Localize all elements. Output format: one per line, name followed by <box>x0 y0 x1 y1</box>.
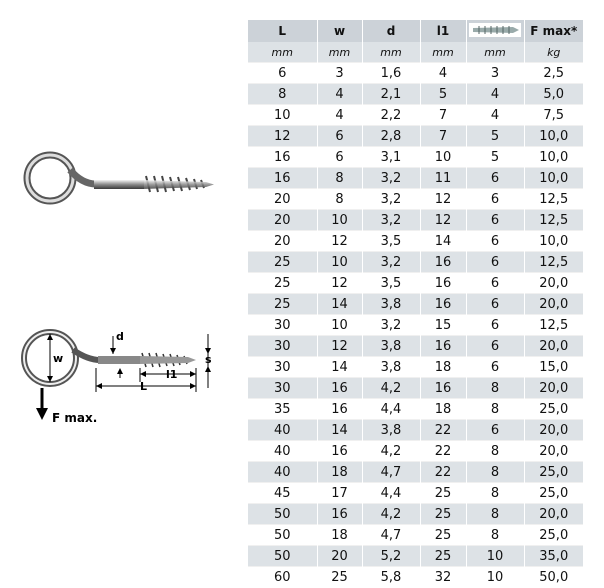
table-row <box>248 357 583 378</box>
cell-l1: 5 <box>420 84 466 105</box>
cell-L: 20 <box>248 210 317 231</box>
unit-fmax: kg <box>524 42 583 63</box>
cell-L: 20 <box>248 189 317 210</box>
cell-L: 30 <box>248 378 317 399</box>
cell-plug: 6 <box>466 336 524 357</box>
cell-L: 20 <box>248 231 317 252</box>
cell-fmax: 10,0 <box>524 231 583 252</box>
table-row <box>248 462 583 483</box>
unit-l1: mm <box>420 42 466 63</box>
cell-L: 60 <box>248 567 317 588</box>
cell-plug: 4 <box>466 84 524 105</box>
unit-d: mm <box>362 42 420 63</box>
cell-w: 20 <box>317 546 362 567</box>
cell-l1: 22 <box>420 462 466 483</box>
cell-d: 3,8 <box>362 294 420 315</box>
cell-w: 3 <box>317 63 362 84</box>
cell-L: 12 <box>248 126 317 147</box>
product-illustrations <box>0 0 248 588</box>
screw-eye-diagram <box>0 288 248 588</box>
cell-plug: 8 <box>466 483 524 504</box>
cell-fmax: 20,0 <box>524 294 583 315</box>
cell-plug: 8 <box>466 441 524 462</box>
dimensions-table-container <box>248 20 583 587</box>
cell-l1: 12 <box>420 210 466 231</box>
cell-d: 3,5 <box>362 273 420 294</box>
cell-d: 3,2 <box>362 252 420 273</box>
cell-w: 10 <box>317 315 362 336</box>
cell-l1: 11 <box>420 168 466 189</box>
cell-L: 30 <box>248 357 317 378</box>
cell-w: 16 <box>317 399 362 420</box>
cell-d: 2,1 <box>362 84 420 105</box>
cell-l1: 18 <box>420 399 466 420</box>
table-row <box>248 273 583 294</box>
cell-L: 45 <box>248 483 317 504</box>
cell-d: 3,1 <box>362 147 420 168</box>
diagram-label-L: L <box>140 380 148 393</box>
header-wall-plug <box>466 20 524 42</box>
cell-l1: 16 <box>420 273 466 294</box>
cell-L: 40 <box>248 462 317 483</box>
cell-L: 16 <box>248 168 317 189</box>
table-row <box>248 126 583 147</box>
cell-fmax: 12,5 <box>524 315 583 336</box>
cell-plug: 6 <box>466 231 524 252</box>
cell-d: 3,2 <box>362 168 420 189</box>
cell-w: 8 <box>317 168 362 189</box>
cell-l1: 32 <box>420 567 466 588</box>
cell-l1: 25 <box>420 504 466 525</box>
cell-L: 50 <box>248 504 317 525</box>
cell-l1: 16 <box>420 378 466 399</box>
diagram-label-l1: l1 <box>166 368 178 381</box>
cell-fmax: 50,0 <box>524 567 583 588</box>
cell-plug: 5 <box>466 147 524 168</box>
cell-plug: 6 <box>466 294 524 315</box>
cell-d: 1,6 <box>362 63 420 84</box>
table-row <box>248 252 583 273</box>
cell-fmax: 25,0 <box>524 462 583 483</box>
cell-plug: 8 <box>466 378 524 399</box>
cell-l1: 14 <box>420 231 466 252</box>
cell-w: 10 <box>317 252 362 273</box>
cell-fmax: 20,0 <box>524 441 583 462</box>
table-row <box>248 504 583 525</box>
cell-fmax: 20,0 <box>524 378 583 399</box>
cell-plug: 8 <box>466 462 524 483</box>
cell-w: 14 <box>317 294 362 315</box>
cell-d: 4,2 <box>362 504 420 525</box>
cell-L: 35 <box>248 399 317 420</box>
cell-fmax: 25,0 <box>524 483 583 504</box>
cell-w: 14 <box>317 420 362 441</box>
cell-l1: 12 <box>420 189 466 210</box>
diagram-label-s: s <box>205 353 212 366</box>
cell-plug: 6 <box>466 252 524 273</box>
cell-d: 3,2 <box>362 210 420 231</box>
cell-fmax: 15,0 <box>524 357 583 378</box>
cell-l1: 22 <box>420 441 466 462</box>
table-row <box>248 105 583 126</box>
dimensions-table <box>248 20 583 587</box>
cell-d: 5,2 <box>362 546 420 567</box>
cell-plug: 6 <box>466 273 524 294</box>
table-row <box>248 336 583 357</box>
unit-w: mm <box>317 42 362 63</box>
cell-l1: 16 <box>420 294 466 315</box>
cell-d: 4,4 <box>362 399 420 420</box>
cell-w: 4 <box>317 84 362 105</box>
diagram-label-w: w <box>53 352 64 365</box>
cell-fmax: 20,0 <box>524 504 583 525</box>
cell-plug: 3 <box>466 63 524 84</box>
cell-fmax: 12,5 <box>524 189 583 210</box>
cell-fmax: 2,5 <box>524 63 583 84</box>
cell-w: 12 <box>317 336 362 357</box>
header-w: w <box>317 20 362 42</box>
header-L: L <box>248 20 317 42</box>
cell-fmax: 10,0 <box>524 126 583 147</box>
cell-w: 18 <box>317 462 362 483</box>
cell-l1: 7 <box>420 105 466 126</box>
cell-d: 2,8 <box>362 126 420 147</box>
cell-L: 8 <box>248 84 317 105</box>
cell-w: 6 <box>317 147 362 168</box>
cell-l1: 16 <box>420 336 466 357</box>
header-l1: l1 <box>420 20 466 42</box>
cell-plug: 8 <box>466 399 524 420</box>
cell-w: 12 <box>317 273 362 294</box>
cell-d: 4,2 <box>362 378 420 399</box>
table-row <box>248 315 583 336</box>
cell-l1: 7 <box>420 126 466 147</box>
cell-w: 17 <box>317 483 362 504</box>
cell-l1: 18 <box>420 357 466 378</box>
cell-fmax: 20,0 <box>524 273 583 294</box>
cell-l1: 16 <box>420 252 466 273</box>
table-row <box>248 84 583 105</box>
cell-plug: 6 <box>466 315 524 336</box>
cell-w: 18 <box>317 525 362 546</box>
unit-L: mm <box>248 42 317 63</box>
cell-d: 4,2 <box>362 441 420 462</box>
cell-d: 3,8 <box>362 420 420 441</box>
cell-d: 3,2 <box>362 189 420 210</box>
cell-fmax: 12,5 <box>524 252 583 273</box>
cell-L: 25 <box>248 294 317 315</box>
table-row <box>248 210 583 231</box>
cell-w: 10 <box>317 210 362 231</box>
cell-d: 3,2 <box>362 315 420 336</box>
cell-w: 16 <box>317 441 362 462</box>
cell-plug: 8 <box>466 525 524 546</box>
cell-plug: 8 <box>466 504 524 525</box>
table-row <box>248 294 583 315</box>
cell-w: 12 <box>317 231 362 252</box>
cell-fmax: 7,5 <box>524 105 583 126</box>
cell-L: 25 <box>248 252 317 273</box>
cell-L: 16 <box>248 147 317 168</box>
cell-plug: 10 <box>466 567 524 588</box>
cell-d: 4,7 <box>362 525 420 546</box>
cell-fmax: 12,5 <box>524 210 583 231</box>
cell-l1: 25 <box>420 546 466 567</box>
cell-d: 2,2 <box>362 105 420 126</box>
cell-fmax: 20,0 <box>524 420 583 441</box>
cell-plug: 6 <box>466 168 524 189</box>
table-row <box>248 483 583 504</box>
cell-w: 4 <box>317 105 362 126</box>
cell-w: 16 <box>317 504 362 525</box>
table-row <box>248 147 583 168</box>
cell-w: 25 <box>317 567 362 588</box>
table-row <box>248 63 583 84</box>
cell-w: 16 <box>317 378 362 399</box>
cell-fmax: 10,0 <box>524 147 583 168</box>
cell-w: 8 <box>317 189 362 210</box>
cell-plug: 4 <box>466 105 524 126</box>
wall-plug-icon <box>469 23 521 37</box>
cell-L: 40 <box>248 441 317 462</box>
diagram-label-fmax: F max. <box>52 411 98 425</box>
cell-l1: 4 <box>420 63 466 84</box>
table-row <box>248 420 583 441</box>
header-row <box>248 20 583 42</box>
cell-d: 5,8 <box>362 567 420 588</box>
cell-L: 6 <box>248 63 317 84</box>
table-row <box>248 567 583 588</box>
table-row <box>248 231 583 252</box>
header-d: d <box>362 20 420 42</box>
cell-L: 50 <box>248 546 317 567</box>
cell-d: 3,5 <box>362 231 420 252</box>
cell-l1: 25 <box>420 525 466 546</box>
table-row <box>248 168 583 189</box>
cell-l1: 15 <box>420 315 466 336</box>
cell-fmax: 25,0 <box>524 399 583 420</box>
cell-d: 3,8 <box>362 336 420 357</box>
diagram-label-d: d <box>116 330 124 343</box>
table-row <box>248 441 583 462</box>
cell-plug: 6 <box>466 357 524 378</box>
cell-L: 30 <box>248 315 317 336</box>
cell-fmax: 5,0 <box>524 84 583 105</box>
table-row <box>248 399 583 420</box>
cell-plug: 6 <box>466 420 524 441</box>
cell-d: 4,7 <box>362 462 420 483</box>
cell-L: 30 <box>248 336 317 357</box>
table-row <box>248 189 583 210</box>
cell-plug: 6 <box>466 210 524 231</box>
cell-fmax: 25,0 <box>524 525 583 546</box>
cell-plug: 6 <box>466 189 524 210</box>
cell-fmax: 35,0 <box>524 546 583 567</box>
cell-d: 3,8 <box>362 357 420 378</box>
cell-l1: 22 <box>420 420 466 441</box>
cell-fmax: 20,0 <box>524 336 583 357</box>
table-row <box>248 546 583 567</box>
cell-L: 10 <box>248 105 317 126</box>
cell-L: 40 <box>248 420 317 441</box>
cell-d: 4,4 <box>362 483 420 504</box>
cell-L: 50 <box>248 525 317 546</box>
table-row <box>248 378 583 399</box>
screw-eye-photo <box>0 0 248 300</box>
cell-L: 25 <box>248 273 317 294</box>
cell-plug: 5 <box>466 126 524 147</box>
table-row <box>248 525 583 546</box>
cell-w: 6 <box>317 126 362 147</box>
cell-plug: 10 <box>466 546 524 567</box>
cell-fmax: 10,0 <box>524 168 583 189</box>
units-row <box>248 42 583 63</box>
cell-w: 14 <box>317 357 362 378</box>
unit-wall-plug: mm <box>466 42 524 63</box>
cell-l1: 10 <box>420 147 466 168</box>
table-body <box>248 63 583 588</box>
cell-l1: 25 <box>420 483 466 504</box>
header-fmax: F max* <box>524 20 583 42</box>
